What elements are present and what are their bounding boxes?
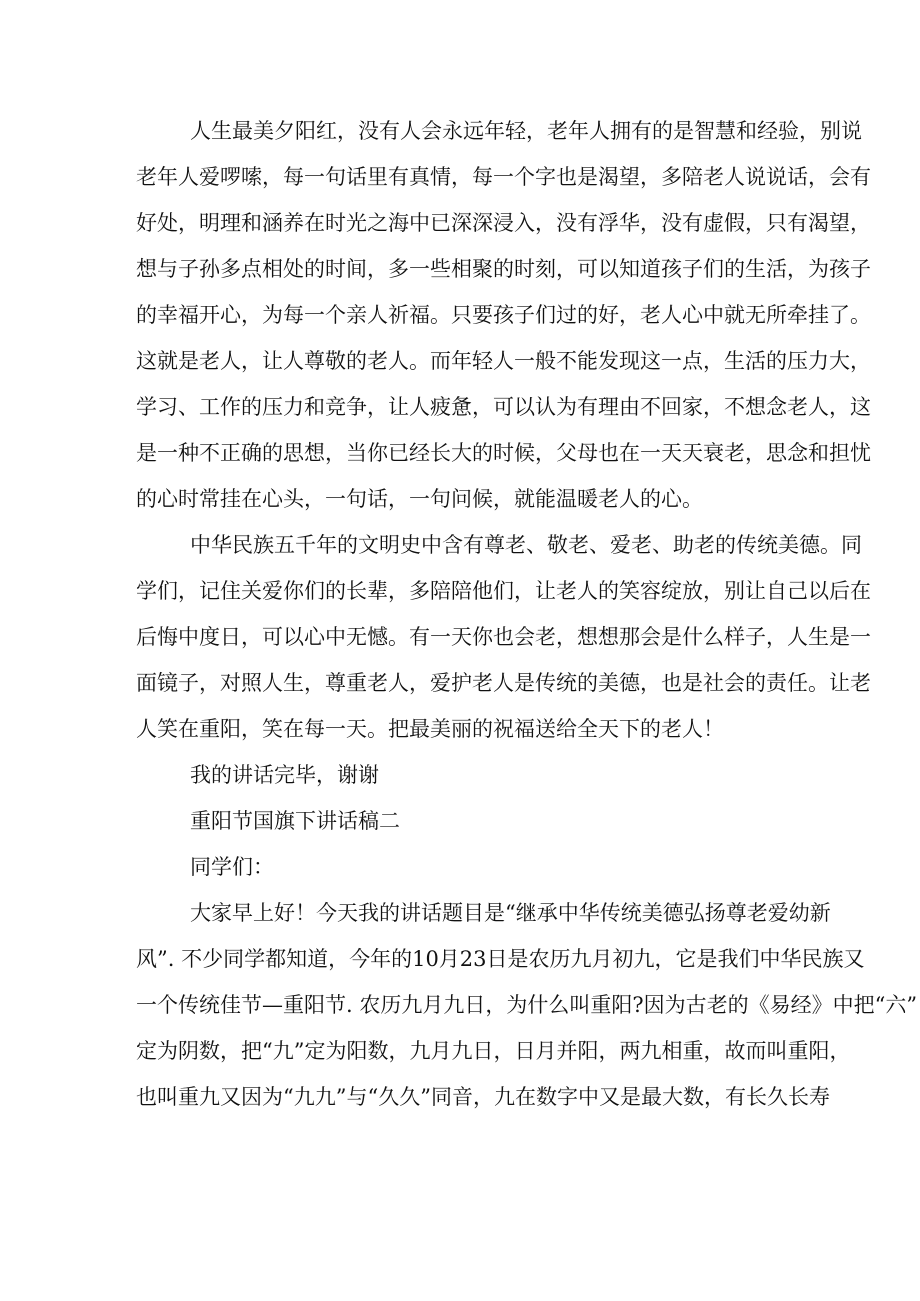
paragraph-1-line-7: 学习、工作的压力和竞争，让人疲惫，可以认为有理由不回家，不想念老人，这 [136,395,871,419]
paragraph-3-line-3: 一个传统佳节—重阳节. 农历九月九日，为什么叫重阳?因为古老的《易经》中把“六” [136,993,918,1017]
paragraph-1-line-1: 人生最美夕阳红，没有人会永远年轻，老年人拥有的是智慧和经验，别说 [190,119,862,143]
paragraph-2-line-5: 人笑在重阳，笑在每一天。把最美丽的祝福送给全天下的老人！ [136,717,724,741]
paragraph-3-line-5: 也叫重九又因为“九九”与“久久”同音，九在数字中又是最大数，有长久长寿 [136,1085,830,1109]
greeting-line: 同学们： [190,855,274,879]
paragraph-2-line-1: 中华民族五千年的文明史中含有尊老、敬老、爱老、助老的传统美德。同 [190,533,862,557]
paragraph-1-line-3: 好处，明理和涵养在时光之海中已深深浸入，没有浮华，没有虚假，只有渴望， [136,211,871,235]
paragraph-1-line-8: 是一种不正确的思想，当你已经长大的时候，父母也在一天天衰老，思念和担忧 [136,441,871,465]
section-heading: 重阳节国旗下讲话稿二 [190,809,400,833]
paragraph-2-line-3: 后悔中度日，可以心中无憾。有一天你也会老，想想那会是什么样子，人生是一 [136,625,871,649]
paragraph-1-line-9: 的心时常挂在心头，一句话，一句问候，就能温暖老人的心。 [136,487,703,511]
closing-line: 我的讲话完毕，谢谢 [190,763,379,787]
paragraph-1-line-5: 的幸福开心，为每一个亲人祈福。只要孩子们过的好，老人心中就无所牵挂了。 [136,303,871,327]
paragraph-3-line-2: 风”. 不少同学都知道，今年的10月23日是农历九月初九，它是我们中华民族又 [136,947,865,971]
paragraph-2-line-4: 面镜子，对照人生，尊重老人，爱护老人是传统的美德，也是社会的责任。让老 [136,671,871,695]
paragraph-1-line-2: 老年人爱啰嗦，每一句话里有真情，每一个字也是渴望，多陪老人说说话，会有 [136,165,871,189]
paragraph-2-line-2: 学们，记住关爱你们的长辈，多陪陪他们，让老人的笑容绽放，别让自己以后在 [136,579,871,603]
paragraph-3-line-1: 大家早上好！今天我的讲话题目是“继承中华传统美德弘扬尊老爱幼新 [190,901,831,925]
paragraph-3-line-4: 定为阴数，把“九”定为阳数，九月九日，日月并阳，两九相重，故而叫重阳， [136,1039,851,1063]
paragraph-1-line-4: 想与子孙多点相处的时间，多一些相聚的时刻，可以知道孩子们的生活，为孩子 [136,257,871,281]
paragraph-1-line-6: 这就是老人，让人尊敬的老人。而年轻人一般不能发现这一点，生活的压力大， [136,349,871,373]
